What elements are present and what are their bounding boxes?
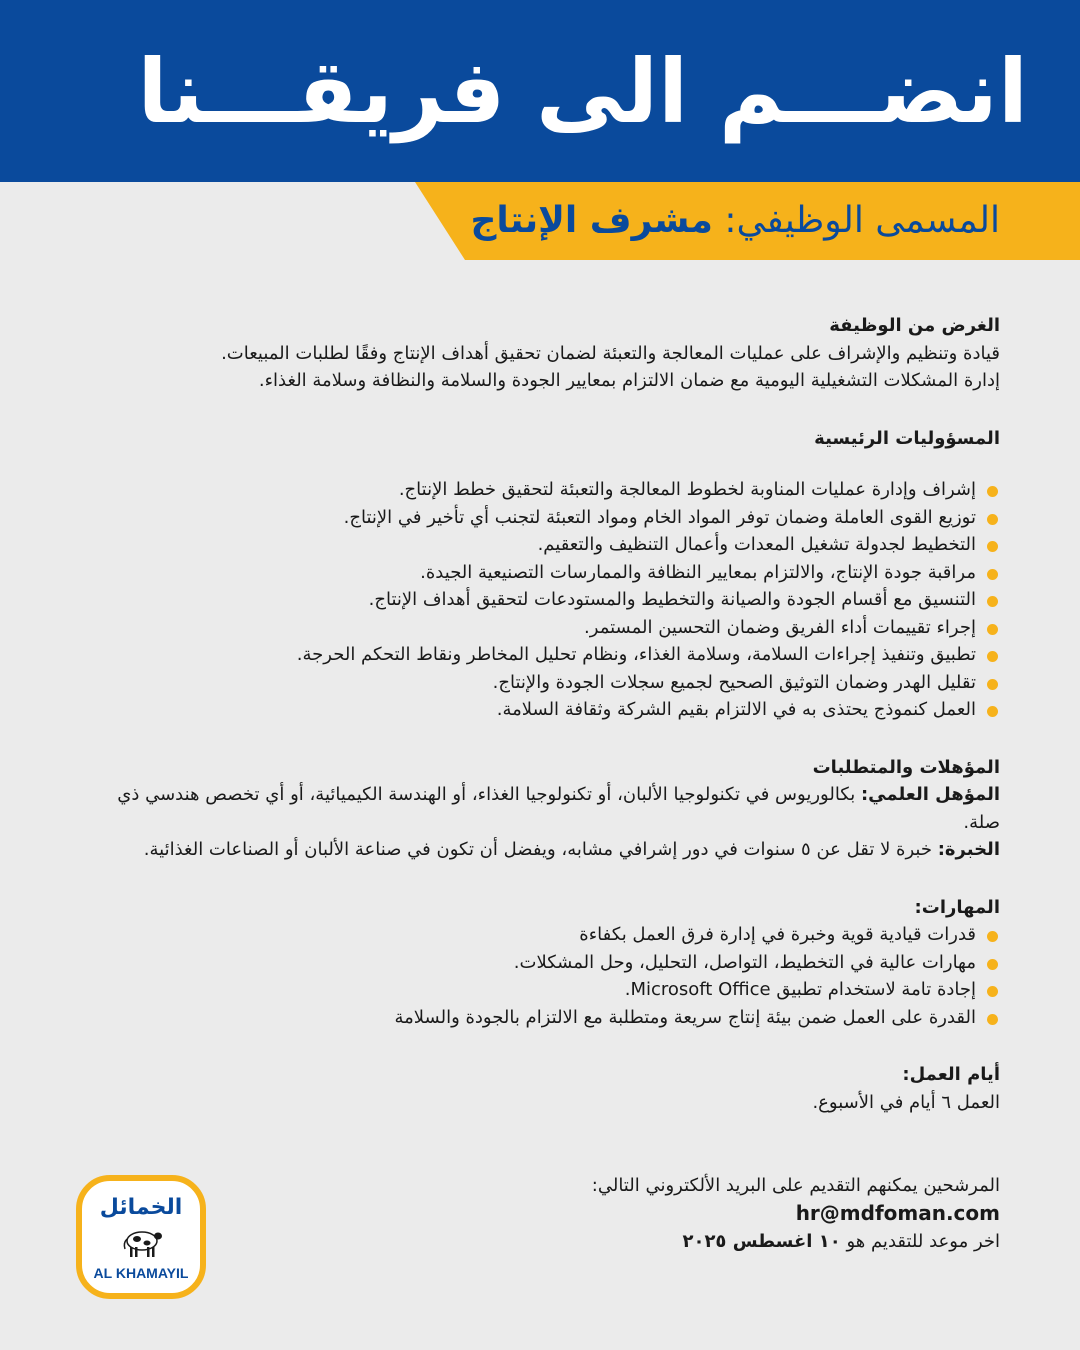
experience-label: الخبرة: <box>937 839 1000 860</box>
company-logo <box>76 1175 206 1299</box>
skills-list <box>80 921 1000 1031</box>
list-item <box>80 949 1000 977</box>
workdays-text: العمل ٦ أيام في الأسبوع. <box>812 1091 1000 1113</box>
degree-label: المؤهل العلمي: <box>860 784 1000 805</box>
responsibilities-list <box>80 476 1000 724</box>
purpose-line: إدارة المشكلات التشغيلية اليومية مع ضمان الالتزام بمعايير الجودة والسلامة والنظافة وسلامة الغذاء. <box>258 370 1000 391</box>
bullet-dot <box>987 1014 998 1025</box>
bullet-dot <box>987 959 998 970</box>
job-description <box>80 312 1000 1256</box>
list-item-text: مهارات عالية في التخطيط، التواصل، التحليل، وحل المشكلات. <box>513 951 976 973</box>
list-item-text: إجادة تامة لاستخدام تطبيق Microsoft Office. <box>624 979 976 1000</box>
list-item-text: العمل كنموذج يحتذى به في الالتزام بقيم الشركة وثقافة السلامة. <box>496 699 976 720</box>
logo-english-text: AL KHAMAYIL <box>93 1265 189 1281</box>
list-item <box>80 476 1000 504</box>
apply-email[interactable]: hr@mdfoman.com <box>795 1200 1000 1225</box>
bullet-dot <box>987 651 998 662</box>
list-item-text: تقليل الهدر وضمان التوثيق الصحيح لجميع سجلات الجودة والإنتاج. <box>492 671 976 693</box>
deadline-prefix: اخر موعد للتقديم هو <box>846 1231 1000 1252</box>
qualifications-heading: المؤهلات والمتطلبات <box>812 756 1000 778</box>
experience-text: خبرة لا تقل عن ٥ سنوات في دور إشرافي مشابه، ويفضل أن تكون في صناعة الألبان أو الصناعات الغذائية. <box>143 839 932 860</box>
header-banner <box>0 0 1080 182</box>
list-item-text: توزيع القوى العاملة وضمان توفر المواد الخام ومواد التعبئة لتجنب أي تأخير في الإنتاج. <box>343 506 976 528</box>
list-item <box>80 641 1000 669</box>
degree-text: بكالوريوس في تكنولوجيا الألبان، أو تكنولوجيا الغذاء، أو الهندسة الكيميائية، أو أي تخصص هندسي ذي صلة. <box>117 784 1000 833</box>
bullet-dot <box>987 514 998 525</box>
list-item <box>80 696 1000 724</box>
responsibilities-heading: المسؤوليات الرئيسية <box>814 427 1000 449</box>
degree-requirement <box>80 781 1000 836</box>
list-item-text: مراقبة جودة الإنتاج، والالتزام بمعايير النظافة والممارسات التصنيعية الجيدة. <box>420 561 976 583</box>
skills-heading: المهارات: <box>914 896 1000 918</box>
bullet-dot <box>987 679 998 690</box>
cow-icon <box>120 1225 164 1261</box>
bullet-dot <box>987 706 998 717</box>
workdays-heading: أيام العمل: <box>902 1064 1000 1085</box>
list-item <box>80 504 1000 532</box>
apply-email-line <box>80 1200 1000 1229</box>
headline: انضـــم الى فريقـــنا <box>137 40 1028 143</box>
bullet-dot <box>987 569 998 580</box>
list-item-text: إشراف وإدارة عمليات المناوبة لخطوط المعالجة والتعبئة لتحقيق خطط الإنتاج. <box>398 479 976 500</box>
purpose-heading: الغرض من الوظيفة <box>829 315 1000 336</box>
list-item-text: إجراء تقييمات أداء الفريق وضمان التحسين المستمر. <box>584 616 976 638</box>
list-item <box>80 921 1000 949</box>
list-item <box>80 531 1000 559</box>
logo-arabic-text: الخمائل <box>99 1195 183 1220</box>
list-item <box>80 614 1000 642</box>
deadline-line <box>80 1228 1000 1256</box>
list-item-text: التنسيق مع أقسام الجودة والصيانة والتخطيط والمستودعات لتحقيق أهداف الإنتاج. <box>368 589 976 610</box>
list-item <box>80 669 1000 697</box>
list-item-text: قدرات قيادية قوية وخبرة في إدارة فرق العمل بكفاءة <box>579 924 976 945</box>
list-item-text: تطبيق وتنفيذ إجراءات السلامة، وسلامة الغذاء، ونظام تحليل المخاطر ونقاط التحكم الحرجة. <box>296 644 976 665</box>
list-item <box>80 586 1000 614</box>
bullet-dot <box>987 931 998 942</box>
deadline-date: ١٠ اغسطس ٢٠٢٥ <box>682 1231 841 1252</box>
bullet-dot <box>987 596 998 607</box>
job-title-label: المسمى الوظيفي: <box>724 200 1000 241</box>
bullet-dot <box>987 541 998 552</box>
job-title <box>470 182 1000 260</box>
experience-requirement <box>80 836 1000 864</box>
list-item <box>80 976 1000 1004</box>
list-item <box>80 1004 1000 1032</box>
purpose-line: قيادة وتنظيم والإشراف على عمليات المعالجة والتعبئة لضمان تحقيق أهداف الإنتاج وفقًا لطلبات المبيعات. <box>221 342 1000 364</box>
bullet-dot <box>987 624 998 635</box>
list-item <box>80 559 1000 587</box>
bullet-dot <box>987 486 998 497</box>
job-title-value: مشرف الإنتاج <box>470 200 713 241</box>
list-item-text: القدرة على العمل ضمن بيئة إنتاج سريعة ومتطلبة مع الالتزام بالجودة والسلامة <box>394 1006 976 1028</box>
list-item-text: التخطيط لجدولة تشغيل المعدات وأعمال التنظيف والتعقيم. <box>537 534 976 555</box>
apply-intro: المرشحين يمكنهم التقديم على البريد الألكتروني التالي: <box>591 1175 1000 1196</box>
bullet-dot <box>987 986 998 997</box>
